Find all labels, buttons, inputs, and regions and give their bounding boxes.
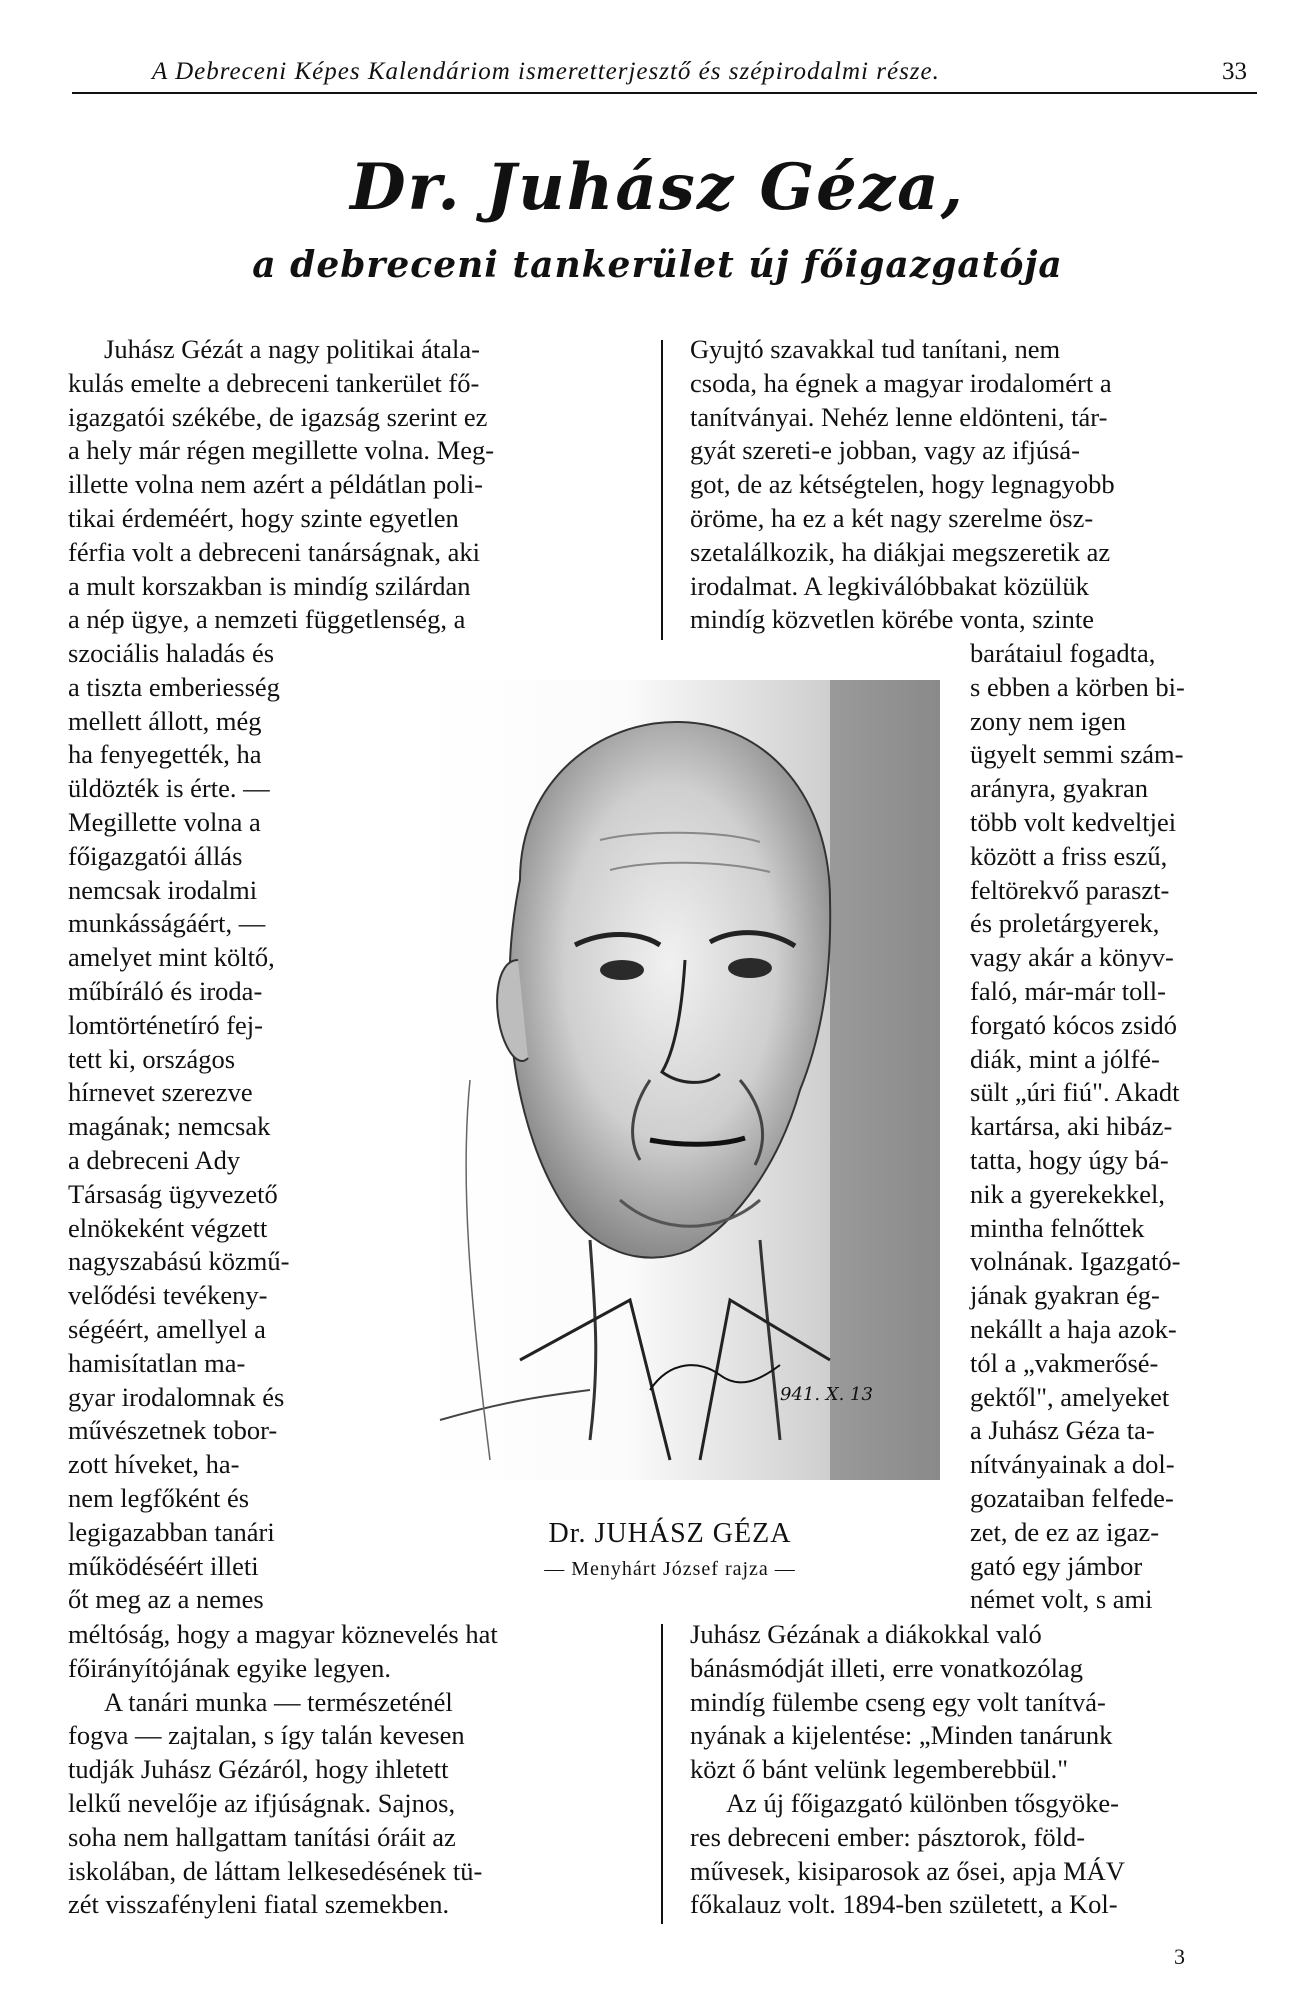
- text-line: irodalmat. A legkiválóbbakat közülük: [690, 570, 1089, 601]
- text-line: mindíg közvetlen körébe vonta, szinte: [690, 604, 1095, 635]
- text-line: főirányítójának egyike legyen.: [68, 1652, 392, 1683]
- page-number: 33: [1222, 58, 1247, 85]
- paragraph: [690, 1618, 1258, 1787]
- text-line: német volt, s ami: [970, 1584, 1153, 1615]
- right-column-top: [690, 333, 1258, 637]
- text-line: tudják Juhász Gézáról, hogy ihletett: [68, 1754, 449, 1785]
- text-line: Juhász Gézát a nagy politikai átala-: [104, 334, 480, 364]
- portrait-caption: Dr. JUHÁSZ GÉZA: [548, 1518, 792, 1549]
- text-line: nyának a kijelentése: „Minden tanárunk: [690, 1720, 1113, 1751]
- text-line: a Juhász Géza ta-: [970, 1415, 1155, 1446]
- text-line: lomtörténetíró fej-: [68, 1009, 263, 1040]
- text-line: barátaiul fogadta,: [970, 638, 1156, 668]
- text-line: mellett állott, még: [68, 705, 262, 736]
- left-column-narrow: [68, 637, 363, 1617]
- text-line: őt meg az a nemes: [68, 1584, 264, 1615]
- text-line: működéséért illeti: [68, 1550, 259, 1581]
- text-line: gató egy jámbor: [970, 1550, 1143, 1581]
- column-divider: [661, 340, 663, 640]
- text-line: mindíg fülembe cseng egy volt tanítvá-: [690, 1686, 1106, 1717]
- text-line: kartársa, aki hibáz-: [970, 1111, 1173, 1142]
- text-line: nik a gyerekekkel,: [970, 1178, 1165, 1209]
- text-line: fogva — zajtalan, s így talán kevesen: [68, 1720, 465, 1751]
- text-line: műbíráló és iroda-: [68, 975, 263, 1006]
- text-line: férfia volt a debreceni tanárságnak, aki: [68, 536, 481, 567]
- text-line: szetalálkozik, ha diákjai megszeretik az: [690, 536, 1111, 567]
- paragraph: [68, 1618, 646, 1686]
- sheet-number: 3: [1174, 1944, 1185, 1969]
- text-line: főkalauz volt. 1894-ben született, a Kol-: [690, 1889, 1118, 1920]
- column-divider: [661, 1624, 663, 1924]
- text-line: tól a „vakmerősé-: [970, 1347, 1159, 1378]
- text-line: velődési tevékeny-: [68, 1280, 268, 1311]
- paragraph: [68, 333, 646, 637]
- text-line: üldözték is érte. —: [68, 773, 270, 804]
- text-line: diák, mint a jólfé-: [970, 1043, 1160, 1074]
- text-line: nem legfőként és: [68, 1482, 250, 1513]
- text-line: vagy akár a könyv-: [970, 942, 1174, 973]
- text-line: legigazabban tanári: [68, 1516, 275, 1547]
- portrait-signature-date: 941. X. 13: [780, 1384, 873, 1405]
- text-line: tett ki, országos: [68, 1043, 236, 1074]
- text-line: Gyujtó szavakkal tud tanítani, nem: [690, 334, 1061, 364]
- text-line: gyát szereti-e jobban, vagy az ifjúsá-: [690, 435, 1080, 466]
- text-line: zott híveket, ha-: [68, 1449, 240, 1480]
- text-line: szociális haladás és: [68, 638, 275, 668]
- text-line: zet, de ez az igaz-: [970, 1516, 1160, 1547]
- text-line: gyar irodalomnak és: [68, 1381, 285, 1412]
- portrait-drawing: [400, 660, 940, 1480]
- paragraph: [690, 1787, 1258, 1922]
- left-column-top: [68, 333, 646, 637]
- text-line: got, de az kétségtelen, hogy legnagyobb: [690, 469, 1115, 500]
- text-line: bánásmódját illeti, erre vonatkozólag: [690, 1652, 1083, 1683]
- text-line: Az új főigazgató különben tősgyöke-: [726, 1787, 1119, 1818]
- text-line: tanítványai. Nehéz lenne eldönteni, tár-: [690, 401, 1108, 432]
- text-line: gektől", amelyeket: [970, 1381, 1170, 1412]
- text-line: több volt kedveltjei: [970, 806, 1177, 837]
- text-line: a tiszta emberiesség: [68, 671, 280, 702]
- text-line: illette volna nem azért a példátlan poli-: [68, 469, 483, 500]
- text-line: Megillette volna a: [68, 806, 261, 837]
- text-line: nemcsak irodalmi: [68, 874, 258, 905]
- text-line: csoda, ha égnek a magyar irodalomért a: [690, 367, 1112, 398]
- text-line: művészetnek tobor-: [68, 1415, 278, 1446]
- text-line: és proletárgyerek,: [970, 908, 1160, 939]
- text-line: tikai érdeméért, hogy szinte egyetlen: [68, 502, 459, 533]
- text-line: öröme, ha ez a két nagy szerelme ösz-: [690, 502, 1094, 533]
- text-line: amelyet mint költő,: [68, 942, 275, 973]
- text-line: zony nem igen: [970, 705, 1127, 736]
- paragraph: [68, 1686, 646, 1923]
- text-line: nagyszabású közmű-: [68, 1246, 290, 1277]
- article-title: Dr. Juhász Géza,: [350, 150, 965, 225]
- running-title: A Debreceni Képes Kalendáriom ismeretterjesztő és szépirodalmi része.: [152, 58, 940, 85]
- text-line: arányra, gyakran: [970, 773, 1149, 804]
- text-line: a hely már régen megillette volna. Meg-: [68, 435, 495, 466]
- text-line: lelkű nevelője az ifjúságnak. Sajnos,: [68, 1787, 456, 1818]
- text-line: gozataiban felfede-: [970, 1482, 1174, 1513]
- running-header: [72, 52, 1257, 94]
- text-line: Juhász Gézának a diákokkal való: [690, 1619, 1042, 1649]
- text-line: mintha felnőttek: [970, 1212, 1145, 1243]
- text-line: kulás emelte a debreceni tankerület fő-: [68, 367, 480, 398]
- text-line: s ebben a körben bi-: [970, 671, 1185, 702]
- text-line: A tanári munka — természeténél: [104, 1686, 453, 1717]
- text-line: nítványainak a dol-: [970, 1449, 1175, 1480]
- text-line: művesek, kisiparosok az ősei, apja MÁV: [690, 1855, 1125, 1886]
- text-line: tatta, hogy úgy bá-: [970, 1144, 1169, 1175]
- portrait-credit: — Menyhárt József rajza —: [544, 1558, 796, 1580]
- text-line: munkásságáért, —: [68, 908, 266, 939]
- text-line: közt ő bánt velünk legemberebbül.": [690, 1754, 1069, 1785]
- article-subtitle: a debreceni tankerület új főigazgatója: [252, 244, 1063, 286]
- right-column-narrow: [970, 637, 1260, 1617]
- text-line: zét visszafényleni fiatal szemekben.: [68, 1889, 450, 1920]
- paragraph: [68, 637, 363, 1617]
- text-line: soha nem hallgattam tanítási óráit az: [68, 1821, 456, 1852]
- text-line: igazgatói székébe, de igazság szerint ez: [68, 401, 488, 432]
- paragraph: [970, 637, 1260, 1617]
- text-line: ségéért, amellyel a: [68, 1313, 266, 1344]
- text-line: a nép ügye, a nemzeti függetlenség, a: [68, 604, 466, 635]
- text-line: nekállt a haja azok-: [970, 1313, 1177, 1344]
- text-line: Társaság ügyvezető: [68, 1178, 278, 1209]
- text-line: a debreceni Ady: [68, 1144, 241, 1175]
- text-line: jának gyakran ég-: [970, 1280, 1160, 1311]
- text-line: hamisítatlan ma-: [68, 1347, 246, 1378]
- text-line: elnökeként végzett: [68, 1212, 268, 1243]
- text-line: ügyelt semmi szám-: [970, 739, 1184, 770]
- text-line: volnának. Igazgató-: [970, 1246, 1181, 1277]
- text-line: ha fenyegették, ha: [68, 739, 262, 770]
- text-line: iskolában, de láttam lelkesedésének tü-: [68, 1855, 483, 1886]
- text-line: res debreceni ember: pásztorok, föld-: [690, 1821, 1086, 1852]
- text-line: között a friss eszű,: [970, 840, 1168, 871]
- text-line: sült „úri fiú". Akadt: [970, 1077, 1180, 1108]
- text-line: faló, már-már toll-: [970, 975, 1166, 1006]
- text-line: hírnevet szerezve: [68, 1077, 253, 1108]
- paragraph: [690, 333, 1258, 637]
- text-line: méltóság, hogy a magyar köznevelés hat: [68, 1619, 498, 1649]
- text-line: forgató kócos zsidó: [970, 1009, 1178, 1040]
- text-line: főigazgatói állás: [68, 840, 243, 871]
- text-line: a mult korszakban is mindíg szilárdan: [68, 570, 471, 601]
- text-line: feltörekvő paraszt-: [970, 874, 1170, 905]
- left-column-bottom: [68, 1618, 646, 1922]
- right-column-bottom: [690, 1618, 1258, 1922]
- text-line: magának; nemcsak: [68, 1111, 271, 1142]
